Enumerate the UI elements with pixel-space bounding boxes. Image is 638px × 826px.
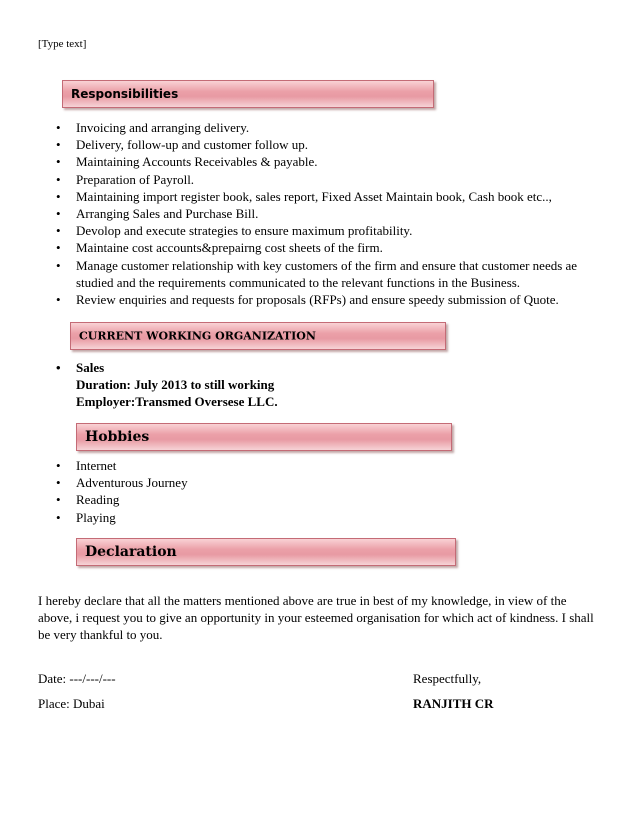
declaration-title: Declaration [85, 544, 177, 560]
list-item: • Playing [56, 509, 356, 526]
list-item [56, 359, 456, 411]
declaration-text: I hereby declare that all the matters mentioned above are true in best of my knowledge, in view of the above, i request you to give an opportunity in your esteemed organisation for which act of kindness. I shall be very thankful to you. [38, 593, 594, 643]
hobbies-title: Hobbies [85, 429, 150, 445]
header-placeholder: [Type text] [38, 38, 87, 50]
organization-list [56, 359, 456, 411]
list-item: • Arranging Sales and Purchase Bill. [56, 205, 616, 222]
organization-title: CURRENT WORKING ORGANIZATION [79, 329, 316, 343]
hobbies-list [56, 457, 356, 526]
list-item: • Review enquiries and requests for proposals (RFPs) and ensure speedy submission of Quote. [56, 291, 616, 308]
organization-role: • Sales [76, 360, 105, 375]
organization-employer: Employer:Transmed Oversese LLC. [76, 394, 278, 410]
declaration-banner [76, 538, 456, 566]
list-item: • Reading [56, 491, 356, 508]
responsibilities-title: Responsibilities [71, 87, 179, 101]
date-line: Date: ---/---/--- [38, 671, 116, 686]
responsibilities-list [56, 119, 616, 308]
list-item: • Preparation of Payroll. [56, 171, 616, 188]
list-item: • Adventurous Journey [56, 474, 356, 491]
list-item: • Internet [56, 457, 356, 474]
hobbies-banner [76, 423, 452, 451]
signature-name: RANJITH CR [413, 696, 494, 711]
list-item: • Devolop and execute strategies to ensure maximum profitability. [56, 222, 616, 239]
closing-line: Respectfully, [413, 671, 482, 686]
list-item: • Maintaining Accounts Receivables & payable. [56, 153, 616, 170]
list-item: • Invoicing and arranging delivery. [56, 119, 616, 136]
organization-duration: Duration: July 2013 to still working [76, 377, 275, 393]
list-item: • Maintaine cost accounts&prepairng cost sheets of the firm. [56, 239, 616, 256]
list-item: • Delivery, follow-up and customer follow up. [56, 136, 616, 153]
organization-banner [70, 322, 446, 350]
responsibilities-banner [62, 80, 434, 108]
list-item: • Maintaining import register book, sales report, Fixed Asset Maintain book, Cash book etc.., [56, 188, 616, 205]
place-line: Place: Dubai [38, 696, 105, 711]
list-item: • Manage customer relationship with key customers of the firm and ensure that customer needs ae studied and the requirements communicated to the relevant functions in the Business. [56, 257, 616, 291]
